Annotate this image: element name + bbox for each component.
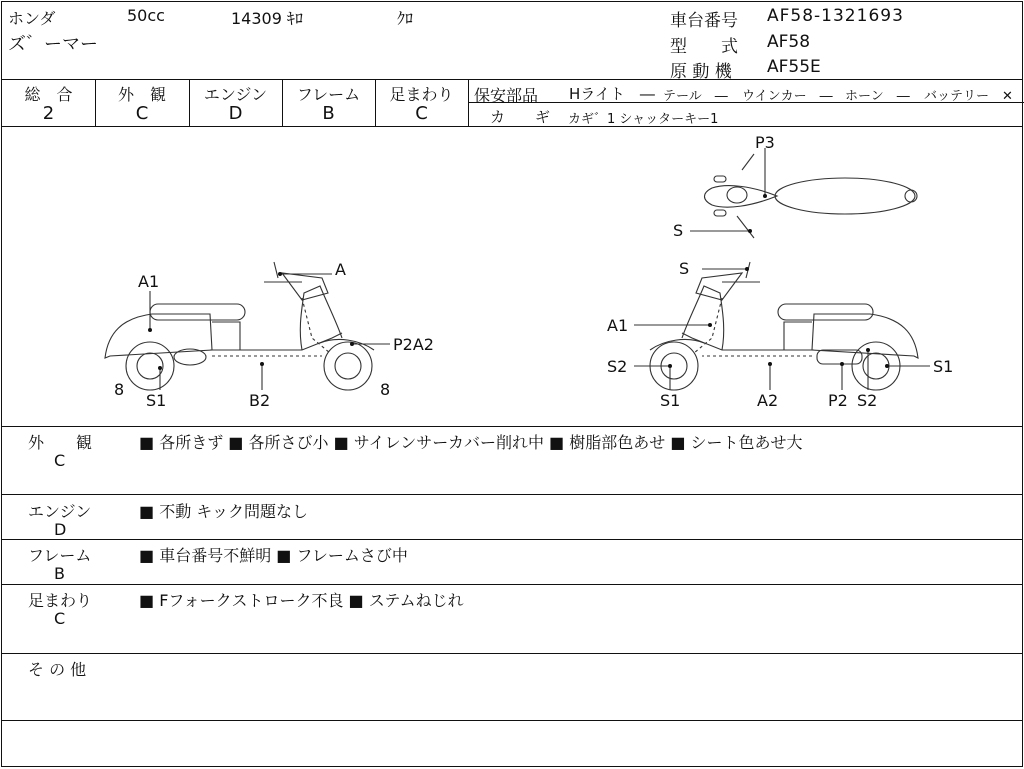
- remark-title-frame: フレーム: [28, 546, 92, 565]
- grade-value-overall: 2: [42, 103, 55, 124]
- label-S: S: [679, 259, 690, 278]
- divider: [2, 539, 1022, 540]
- scooter-right-view: [634, 262, 930, 390]
- grade-label-frame: フレーム: [296, 85, 361, 104]
- divider: [468, 79, 469, 127]
- inspection-sheet: [1, 1, 1023, 767]
- remark-text-exterior: ■ 各所きず ■ 各所さび小 ■ サイレンサーカバー削れ中 ■ 樹脂部色あせ ■ シート色あせ大: [139, 433, 803, 452]
- safety-item-battery: バッテリー ✕: [924, 89, 1013, 104]
- maker: ホンダ: [8, 9, 56, 28]
- label-A: A: [335, 260, 346, 279]
- scooter-top-view: [690, 148, 917, 238]
- remark-title-engine: エンジン: [28, 502, 92, 521]
- type-label: 型 式: [670, 37, 738, 57]
- divider: [2, 720, 1022, 721]
- label-B2: B2: [249, 391, 271, 410]
- mileage: 14309 ｷﾛ: [231, 9, 303, 28]
- remark-text-engine: ■ 不動 キック問題なし: [139, 502, 308, 521]
- key-label: カ ギ: [490, 108, 551, 126]
- remark-grade-frame: B: [54, 564, 65, 583]
- grade-label-overall: 総 合: [24, 85, 73, 104]
- safety-item-tail: テール ―: [663, 89, 728, 104]
- frame-no: AF58-1321693: [767, 6, 904, 26]
- engine-value: AF55E: [767, 57, 821, 77]
- label-S2: S2: [857, 391, 878, 410]
- remark-title-suspension: 足まわり: [28, 591, 93, 610]
- model-name: ズ゛ーマー: [8, 34, 98, 55]
- safety-item-winker: ウインカー ―: [742, 89, 833, 104]
- divider: [2, 584, 1022, 585]
- remark-grade-exterior: C: [54, 451, 66, 470]
- divider: [2, 653, 1022, 654]
- label-P3: P3: [755, 133, 775, 152]
- label-P2: P2: [828, 391, 848, 410]
- color: ｸﾛ: [397, 9, 414, 28]
- remark-text-suspension: ■ Fフォークストローク不良 ■ ステムねじれ: [139, 591, 464, 610]
- label-S1: S1: [933, 357, 954, 376]
- label-A1: A1: [607, 316, 629, 335]
- label-S1: S1: [660, 391, 681, 410]
- label-S: S: [673, 221, 684, 240]
- label-S2: S2: [607, 357, 628, 376]
- label-A2: A2: [757, 391, 779, 410]
- label-S1: S1: [146, 391, 167, 410]
- divider: [2, 494, 1022, 495]
- divider: [2, 79, 1022, 80]
- remark-grade-engine: D: [54, 520, 67, 539]
- grade-value-exterior: C: [135, 103, 149, 124]
- safety-label: 保安部品: [474, 86, 539, 105]
- grade-value-suspension: C: [415, 103, 428, 124]
- label-8: 8: [114, 380, 125, 399]
- label-8: 8: [380, 380, 391, 399]
- safety-item-horn: ホーン ―: [845, 89, 910, 104]
- remark-text-frame: ■ 車台番号不鮮明 ■ フレームさび中: [139, 546, 408, 565]
- grade-value-engine: D: [228, 103, 243, 124]
- engine-label: 原 動 機: [670, 62, 732, 82]
- displacement: 50cc: [127, 6, 165, 25]
- remark-title-other: そ の 他: [28, 660, 87, 679]
- key-value: カギ゛1 シャッターキー1: [568, 112, 719, 127]
- label-A1: A1: [138, 272, 160, 291]
- divider: [2, 426, 1022, 427]
- safety-item-headlight: Hライト ―: [569, 85, 655, 103]
- grade-label-exterior: 外 観: [117, 85, 166, 104]
- type-value: AF58: [767, 32, 811, 52]
- grade-value-frame: B: [322, 103, 335, 124]
- frame-no-label: 車台番号: [670, 11, 738, 31]
- grade-label-engine: エンジン: [203, 85, 268, 104]
- remark-grade-suspension: C: [54, 609, 66, 628]
- grade-label-suspension: 足まわり: [389, 85, 454, 104]
- damage-diagram: [2, 128, 1024, 426]
- label-P2A2: P2A2: [393, 335, 434, 354]
- remark-title-exterior: 外 観: [28, 433, 93, 452]
